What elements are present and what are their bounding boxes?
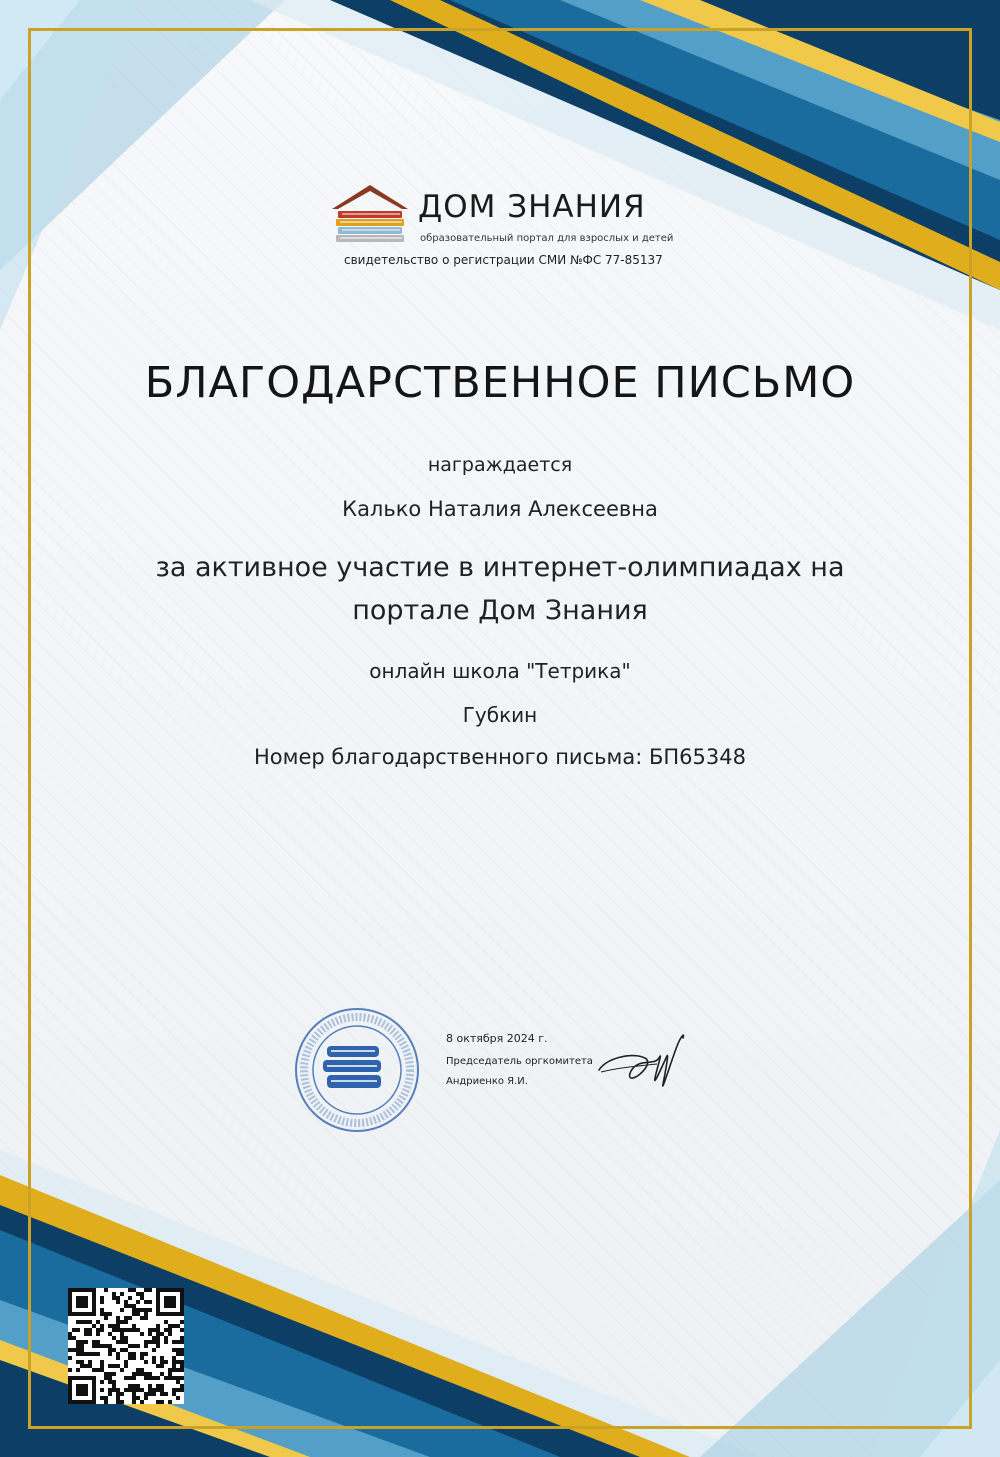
- brand-name: ДОМ ЗНАНИЯ: [418, 189, 646, 225]
- letter-number: Номер благодарственного письма: БП65348: [254, 745, 746, 769]
- issue-date: 8 октября 2024 г.: [446, 1032, 548, 1045]
- school-name: онлайн школа "Тетрика": [369, 659, 631, 683]
- document-title: БЛАГОДАРСТВЕННОЕ ПИСЬМО: [144, 358, 856, 408]
- recipient-name: Калько Наталия Алексеевна: [342, 497, 658, 521]
- handwritten-signature: [597, 1028, 689, 1100]
- brand-tagline: образовательный портал для взрослых и детей: [420, 233, 674, 244]
- signer-name: Андриенко Я.И.: [446, 1076, 528, 1087]
- awarded-label: награждается: [427, 454, 573, 476]
- signer-role: Председатель оргкомитета: [446, 1056, 593, 1067]
- city-name: Губкин: [462, 703, 538, 727]
- qr-code-icon[interactable]: [68, 1288, 184, 1404]
- round-seal-books-icon: [293, 1006, 421, 1134]
- brand-logo: [330, 183, 675, 273]
- stacked-books-house-icon: [330, 183, 410, 245]
- signature-block: [446, 1032, 593, 1087]
- brand-registration: свидетельство о регистрации СМИ №ФС 77-85137: [344, 253, 663, 267]
- award-reason: за активное участие в интернет-олимпиадах на портале Дом Знания: [155, 552, 845, 626]
